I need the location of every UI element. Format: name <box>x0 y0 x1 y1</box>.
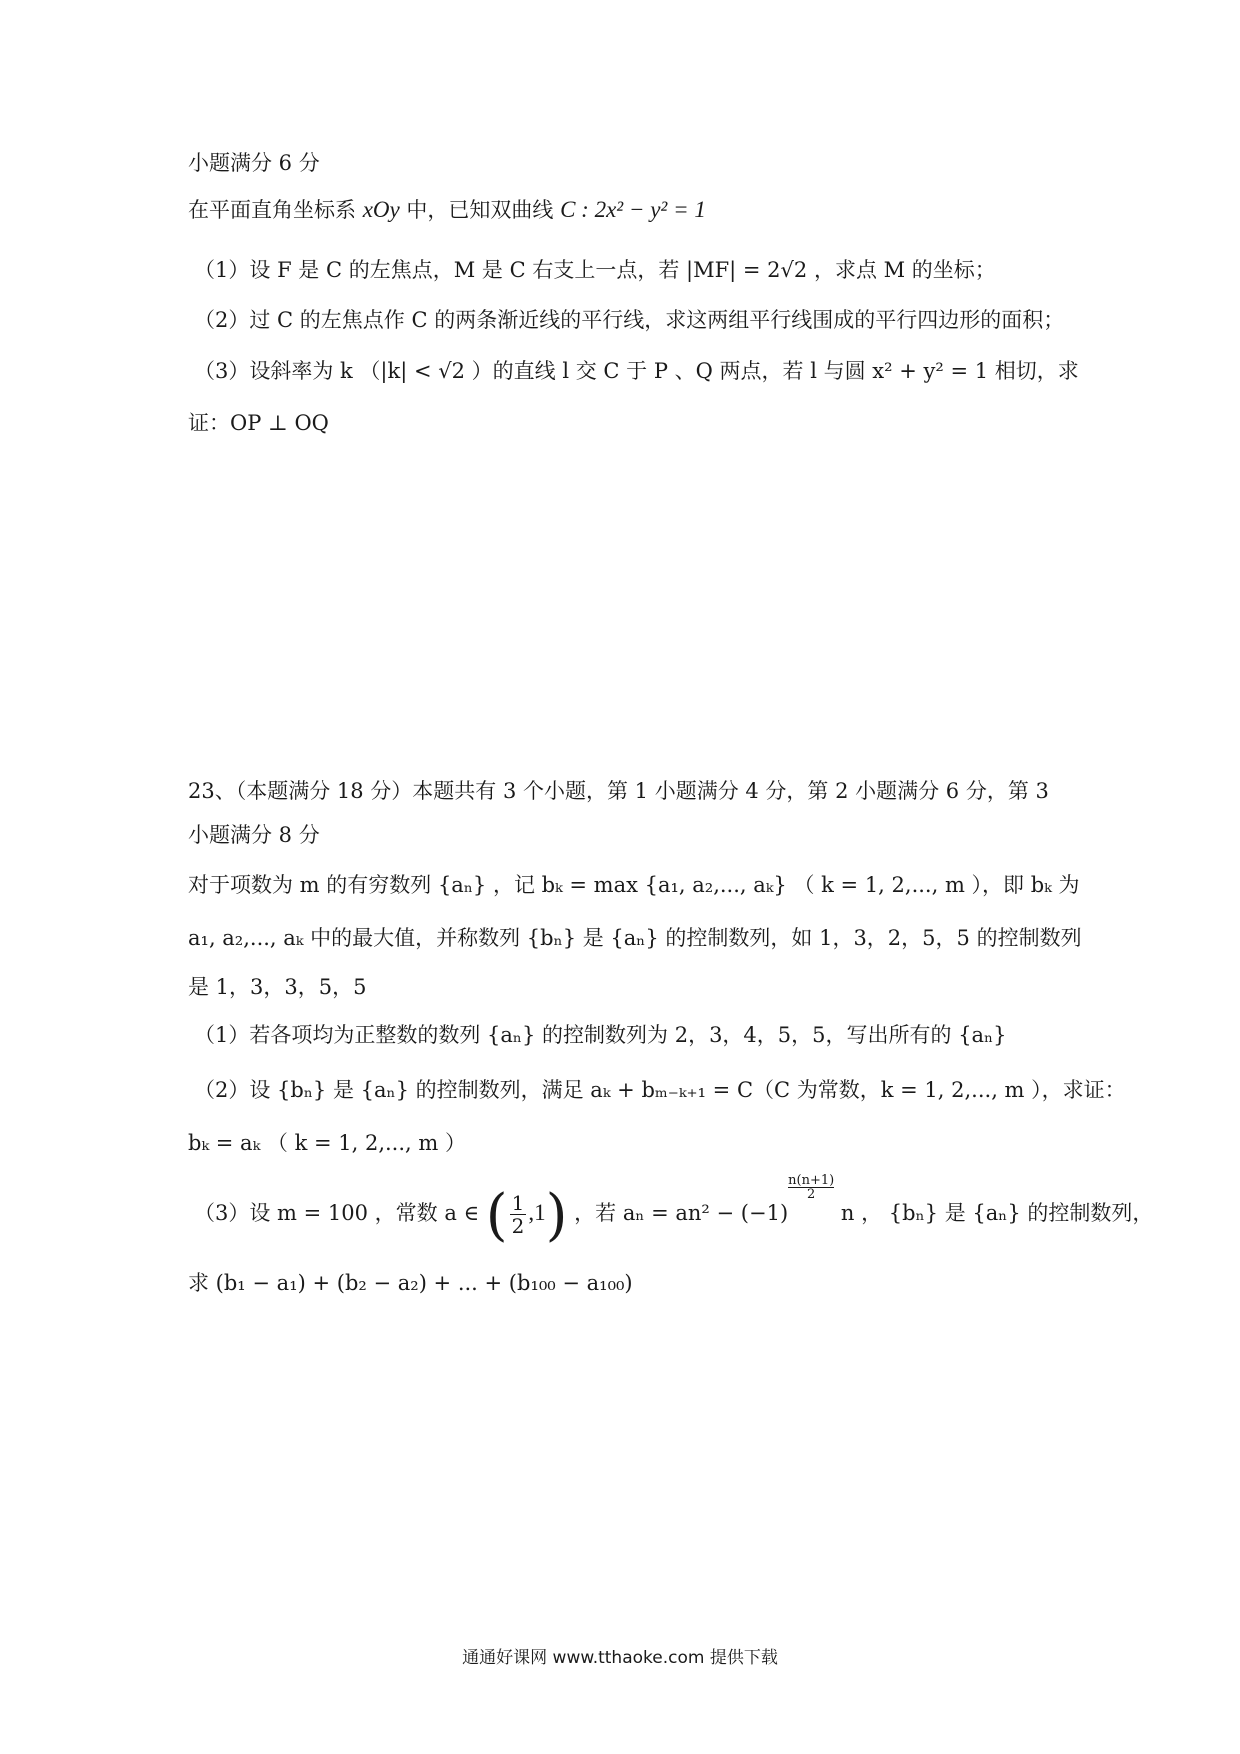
q22-intro-var: xOy <box>362 197 400 222</box>
q23-header-a: 23、（本题满分 18 分）本题共有 3 个小题，第 1 小题满分 4 分，第 2 小题满分 6 分，第 3 <box>188 779 1049 803</box>
q22-part2: （2）过 C 的左焦点作 C 的两条渐近线的平行线，求这两组平行线围成的平行四边形的面积； <box>194 308 1065 332</box>
q22-part1-text: F 是 C 的左焦点，M 是 C 右支上一点，若 |MF| = 2√2 ，求点 M 的坐标； <box>277 258 996 282</box>
q23-definition-a: 对于项数为 m 的有穷数列 {aₙ} ，记 bₖ = max {a₁, a₂,..., aₖ} （ k = 1, 2,..., m ），即 bₖ 为 <box>188 873 1080 897</box>
q22-part3-b: 证：OP ⊥ OQ <box>188 411 329 435</box>
q23-definition-c: 是 1，3，3，5，5 <box>188 975 367 999</box>
q22-intro-eq: C : 2x² − y² = 1 <box>560 197 706 222</box>
q23-definition-b: a₁, a₂,..., aₖ 中的最大值，并称数列 {bₙ} 是 {aₙ} 的控制数列，如 1，3，2，5，5 的控制数列 <box>188 926 1082 950</box>
q23-part3-tail: n ， {bₙ} 是 {aₙ} 的控制数列， <box>840 1201 1154 1225</box>
q22-header-tail: 小题满分 6 分 <box>188 151 320 175</box>
interval-tail: ,1 <box>528 1200 546 1225</box>
q23-part3-mid: ，若 aₙ = an² − (−1) <box>574 1201 789 1225</box>
exponent-fraction <box>788 1174 834 1201</box>
fraction-denominator: 2 <box>511 1214 525 1238</box>
exponent-denominator: 2 <box>807 1187 816 1202</box>
q23-part3-ask: 求 (b₁ − a₁) + (b₂ − a₂) + ... + (b₁₀₀ − a₁₀₀) <box>188 1271 633 1295</box>
q23-part3 <box>194 1173 1154 1248</box>
q23-part2-b: bₖ = aₖ （ k = 1, 2,..., m ） <box>188 1131 466 1155</box>
exponent-numerator: n(n+1) <box>788 1173 835 1188</box>
q22-part1-label: （1）设 <box>194 258 271 282</box>
q23-header-b: 小题满分 8 分 <box>188 823 320 847</box>
q22-intro-text: 在平面直角坐标系 <box>188 198 356 222</box>
left-paren: ( <box>485 1183 508 1248</box>
right-paren: ) <box>545 1183 568 1248</box>
q22-part3-a: （3）设斜率为 k （|k| < √2 ）的直线 l 交 C 于 P 、Q 两点，若 l 与圆 x² + y² = 1 相切，求 <box>194 359 1079 383</box>
q23-part1: （1）若各项均为正整数的数列 {aₙ} 的控制数列为 2，3，4，5，5，写出所有的 {aₙ} <box>194 1023 1007 1047</box>
fraction-numerator: 1 <box>511 1191 525 1215</box>
q23-part2-a: （2）设 {bₙ} 是 {aₙ} 的控制数列，满足 aₖ + bₘ₋ₖ₊₁ = C（C 为常数，k = 1, 2,..., m ），求证： <box>194 1078 1126 1102</box>
q22-part1 <box>194 255 996 285</box>
q22-intro <box>188 195 706 225</box>
q23-part3-label: （3）设 m = 100 ，常数 a ∈ <box>194 1201 480 1225</box>
page-footer: 通通好课网 www.tthaoke.com 提供下载 <box>462 1648 778 1668</box>
one-half-fraction <box>510 1192 527 1237</box>
q22-intro-text2: 中，已知双曲线 <box>406 198 554 222</box>
